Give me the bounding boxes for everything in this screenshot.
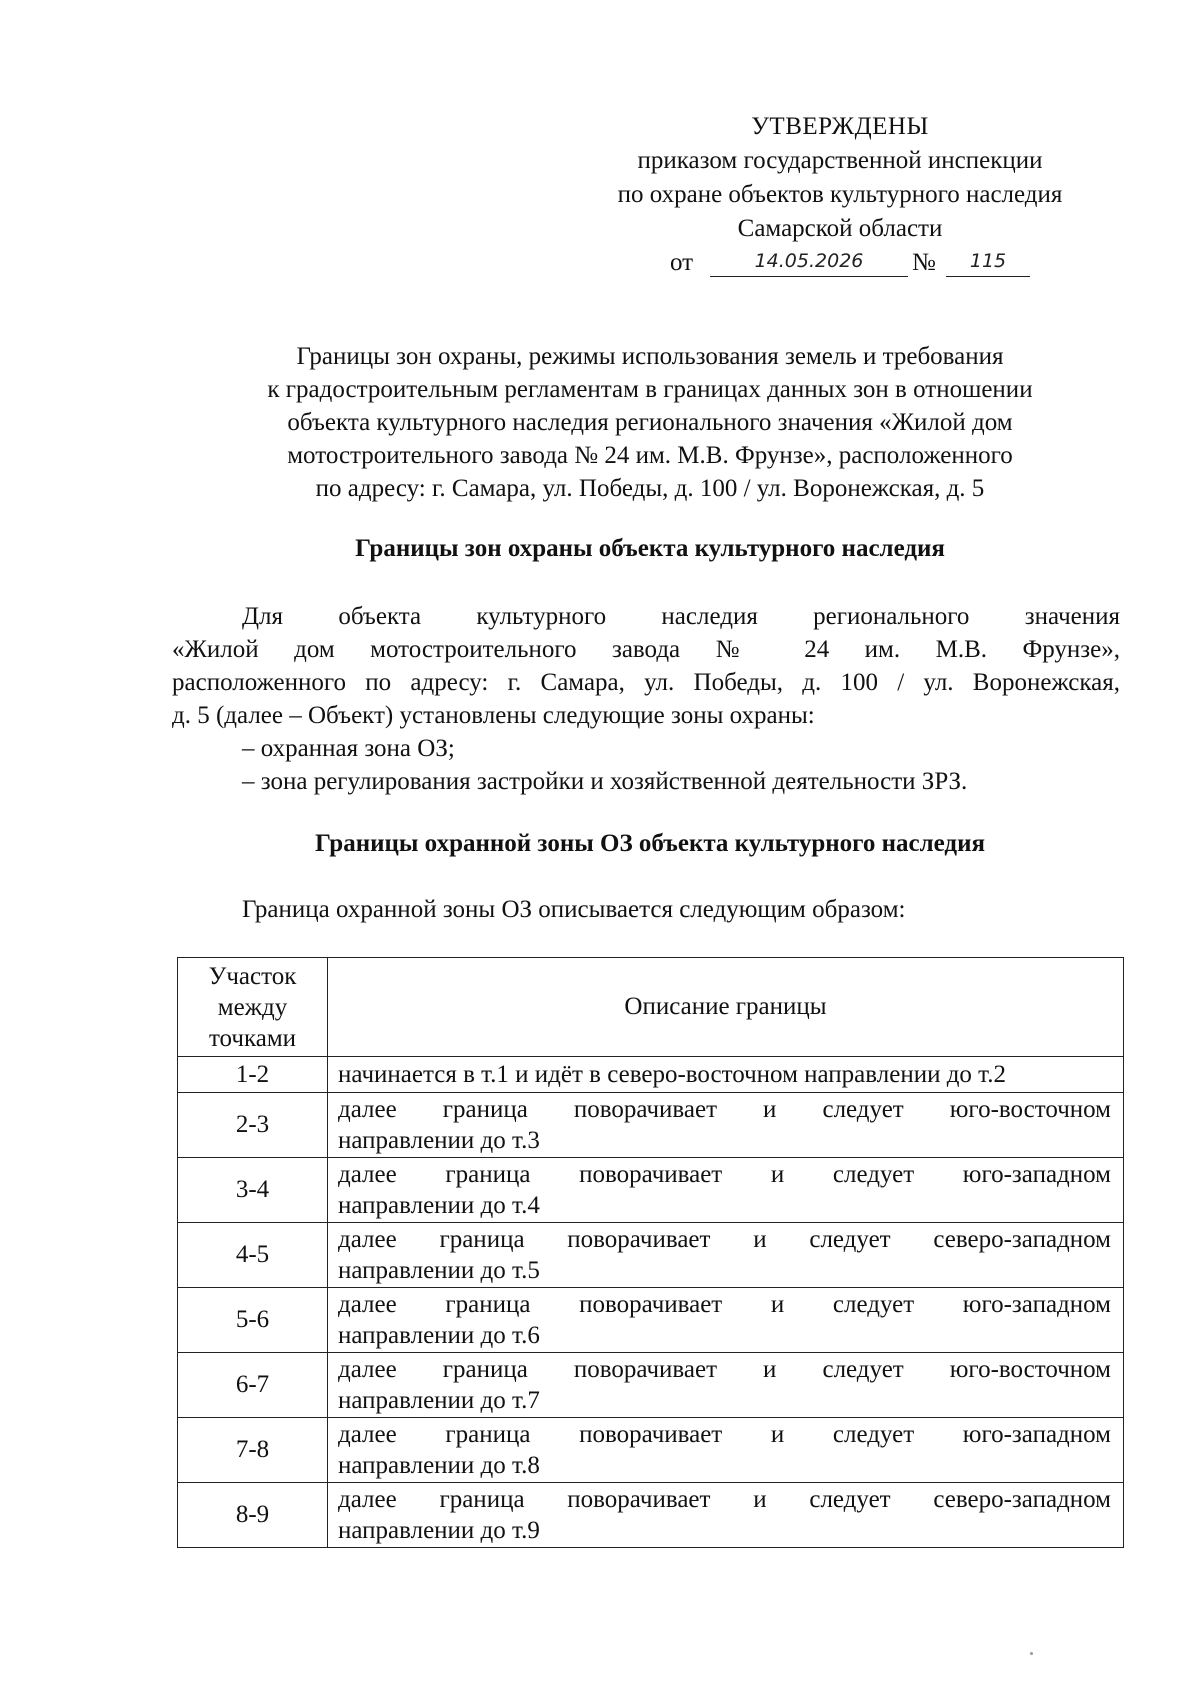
approval-line-1: приказом государственной инспекции bbox=[637, 147, 1043, 174]
description-cell bbox=[328, 1288, 1124, 1353]
segment-cell: 6-7 bbox=[178, 1353, 328, 1418]
table-intro: Граница охранной зоны ОЗ описывается следующим образом: bbox=[242, 896, 906, 923]
description-cell bbox=[328, 1483, 1124, 1548]
scan-speck bbox=[1030, 1652, 1033, 1655]
table-row bbox=[178, 1158, 1124, 1223]
description-line-1: далее граница поворачивает и следует юго-западном bbox=[338, 1161, 1111, 1188]
description-cell bbox=[328, 1158, 1124, 1223]
description-line-1: далее граница поворачивает и следует северо-западном bbox=[338, 1226, 1111, 1253]
description-line-1: далее граница поворачивает и следует юго-восточном bbox=[338, 1356, 1111, 1383]
description-line-2: направлении до т.7 bbox=[338, 1387, 540, 1414]
table-row bbox=[178, 1288, 1124, 1353]
segment-cell: 5-6 bbox=[178, 1288, 328, 1353]
description-line-1: далее граница поворачивает и следует северо-западном bbox=[338, 1486, 1111, 1513]
title-line-2: к градостроительным регламентам в границах данных зон в отношении bbox=[267, 376, 1033, 403]
paragraph-line-3: расположенного по адресу: г. Самара, ул. Победы, д. 100 / ул. Воронежская, bbox=[172, 669, 1120, 696]
section-heading-zones: Границы зон охраны объекта культурного наследия bbox=[355, 535, 945, 562]
table-header-row bbox=[178, 958, 1124, 1057]
approval-title: УТВЕРЖДЕНЫ bbox=[751, 113, 929, 140]
zone-list bbox=[242, 732, 1122, 798]
header-segment bbox=[178, 958, 328, 1057]
paragraph-line-4: д. 5 (далее – Объект) установлены следующие зоны охраны: bbox=[172, 702, 815, 729]
paragraph-line-1: Для объекта культурного наследия регионального значения bbox=[242, 603, 1120, 630]
segment-cell: 3-4 bbox=[178, 1158, 328, 1223]
list-item: – охранная зона ОЗ; bbox=[242, 735, 455, 762]
description-line-1: далее граница поворачивает и следует юго-восточном bbox=[338, 1096, 1111, 1123]
approval-block bbox=[560, 110, 1120, 280]
from-label: от bbox=[670, 249, 694, 276]
segment-cell: 4-5 bbox=[178, 1223, 328, 1288]
header-segment-line-3: точками bbox=[208, 1024, 297, 1052]
title-line-4: мотостроительного завода № 24 им. М.В. Фрунзе», расположенного bbox=[287, 442, 1013, 469]
title-line-5: по адресу: г. Самара, ул. Победы, д. 100 / ул. Воронежская, д. 5 bbox=[315, 475, 985, 502]
description-line-2: направлении до т.4 bbox=[338, 1192, 540, 1219]
description-line-1: далее граница поворачивает и следует юго-западном bbox=[338, 1421, 1111, 1448]
order-date-handwritten: 14.05.2026 bbox=[710, 248, 908, 277]
table-row bbox=[178, 1483, 1124, 1548]
number-label: № bbox=[912, 249, 936, 276]
table-row bbox=[178, 1093, 1124, 1158]
description-cell: начинается в т.1 и идёт в северо-восточном направлении до т.2 bbox=[328, 1057, 1124, 1093]
header-segment-line-2: между bbox=[217, 993, 288, 1021]
table-row bbox=[178, 1223, 1124, 1288]
description-line-2: направлении до т.8 bbox=[338, 1452, 540, 1479]
description-line-1: далее граница поворачивает и следует юго-западном bbox=[338, 1291, 1111, 1318]
segment-cell: 2-3 bbox=[178, 1093, 328, 1158]
header-description: Описание границы bbox=[328, 958, 1124, 1057]
description-cell bbox=[328, 1418, 1124, 1483]
order-date-line bbox=[560, 246, 1120, 280]
segment-cell: 1-2 bbox=[178, 1057, 328, 1093]
boundary-table bbox=[177, 957, 1124, 1548]
description-cell bbox=[328, 1093, 1124, 1158]
section-paragraph bbox=[172, 600, 1120, 732]
title-line-1: Границы зон охраны, режимы использования земель и требования bbox=[296, 343, 1004, 370]
approval-line-3: Самарской области bbox=[737, 215, 943, 242]
list-item: – зона регулирования застройки и хозяйственной деятельности ЗРЗ. bbox=[242, 768, 968, 795]
table-row bbox=[178, 1057, 1124, 1093]
description-cell bbox=[328, 1223, 1124, 1288]
title-line-3: объекта культурного наследия регионального значения «Жилой дом bbox=[287, 409, 1013, 436]
paragraph-line-2: «Жилой дом мотостроительного завода № 24 им. М.В. Фрунзе», bbox=[172, 636, 1120, 663]
order-number-handwritten: 115 bbox=[946, 248, 1030, 277]
description-line-2: направлении до т.3 bbox=[338, 1127, 540, 1154]
section-heading-oz: Границы охранной зоны ОЗ объекта культурного наследия bbox=[314, 830, 986, 857]
description-line-2: направлении до т.9 bbox=[338, 1517, 540, 1544]
segment-cell: 8-9 bbox=[178, 1483, 328, 1548]
approval-line-2: по охране объектов культурного наследия bbox=[617, 181, 1063, 208]
table-row bbox=[178, 1353, 1124, 1418]
document-title bbox=[170, 340, 1130, 505]
description-cell bbox=[328, 1353, 1124, 1418]
header-segment-line-1: Участок bbox=[208, 962, 297, 990]
description-line-2: направлении до т.6 bbox=[338, 1322, 540, 1349]
segment-cell: 7-8 bbox=[178, 1418, 328, 1483]
table-row bbox=[178, 1418, 1124, 1483]
description-line-2: направлении до т.5 bbox=[338, 1257, 540, 1284]
